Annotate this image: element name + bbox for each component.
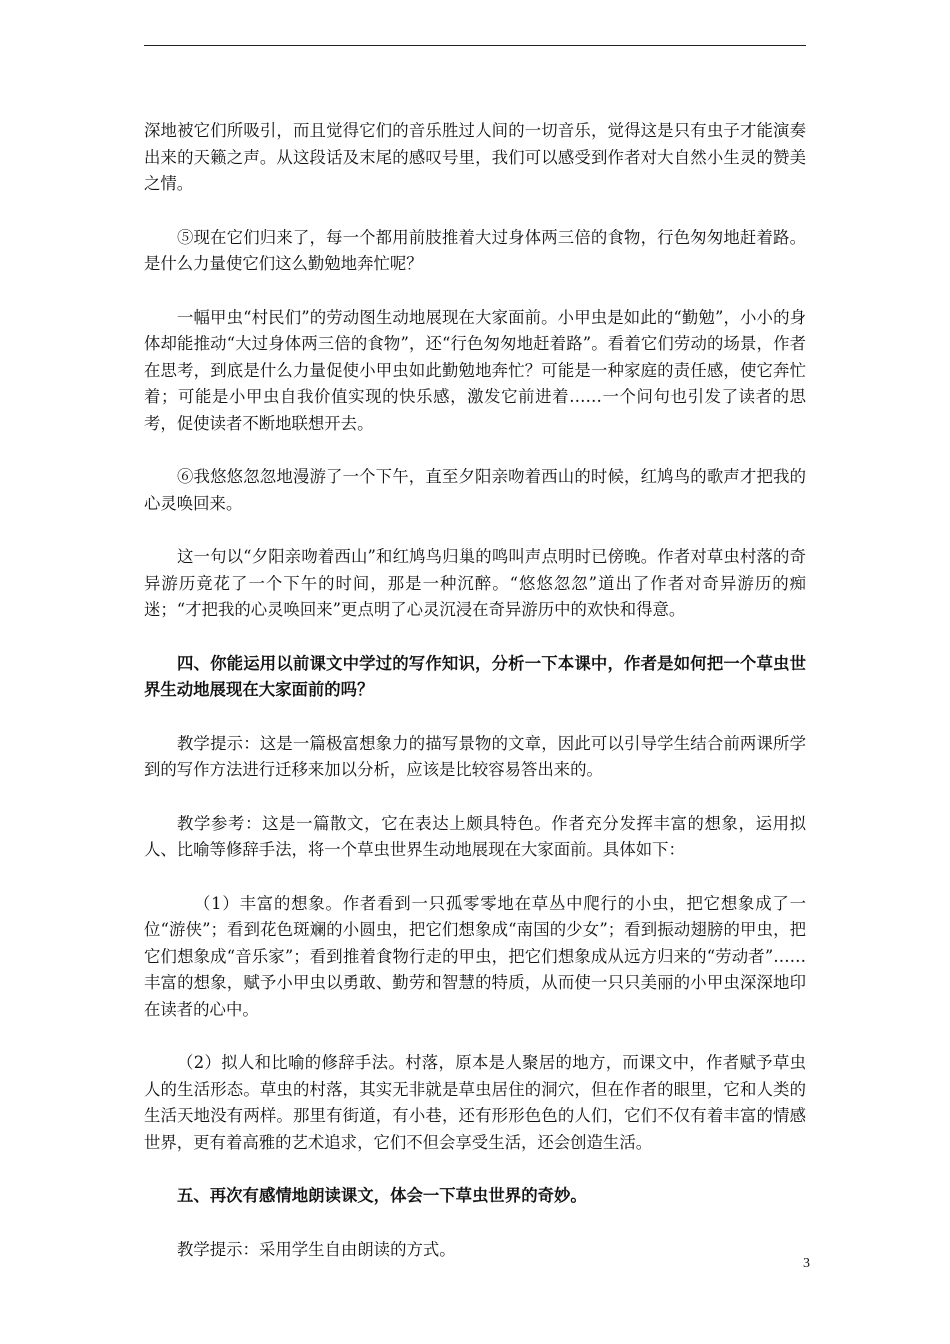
paragraph-continuation: 深地被它们所吸引，而且觉得它们的音乐胜过人间的一切音乐，觉得这是只有虫子才能演奏出来的天籁之声。从这段话及末尾的感叹号里，我们可以感受到作者对大自然小生灵的赞美之情。 (144, 121, 806, 193)
paragraph-analysis-6: 这一句以“夕阳亲吻着西山”和红鸠鸟归巢的鸣叫声点明时已傍晚。作者对草虫村落的奇异游历竟花了一个下午的时间，那是一种沉醉。“悠悠忽忽”道出了作者对奇异游历的痴迷；“才把我的心灵唤回来”更点明了心灵沉浸在奇异游历中的欢快和得意。 (144, 547, 806, 619)
paragraph-teaching-tip-4: 教学提示：这是一篇极富想象力的描写景物的文章，因此可以引导学生结合前两课所学到的写作方法进行迁移来加以分析，应该是比较容易答出来的。 (144, 733, 806, 779)
header-rule (144, 45, 806, 46)
section-heading-5: 五、再次有感情地朗读课文，体会一下草虫世界的奇妙。 (177, 1186, 587, 1205)
page-content (144, 118, 806, 1290)
section-heading-4: 四、你能运用以前课文中学过的写作知识，分析一下本课中，作者是如何把一个草虫世界生动地展现在大家面前的吗？ (144, 653, 806, 699)
paragraph-point-2: （2）拟人和比喻的修辞手法。村落，原本是人聚居的地方，而课文中，作者赋予草虫人的生活形态。草虫的村落，其实无非就是草虫居住的洞穴，但在作者的眼里，它和人类的生活天地没有两样。那里有街道，有小巷，还有形形色色的人们，它们不仅有着丰富的情感世界，更有着高雅的艺术追求，它们不但会享受生活，还会创造生活。 (144, 1053, 806, 1152)
page-number: 3 (803, 1256, 810, 1271)
paragraph-quote-6: ⑥我悠悠忽忽地漫游了一个下午，直至夕阳亲吻着西山的时候，红鸠鸟的歌声才把我的心灵唤回来。 (144, 467, 806, 513)
paragraph-point-1: （1）丰富的想象。作者看到一只孤零零地在草丛中爬行的小虫，把它想象成了一位“游侠”；看到花色斑斓的小圆虫，把它们想象成“南国的少女”；看到振动翅膀的甲虫，把它们想象成“音乐家”；看到推着食物行走的甲虫，把它们想象成从远方归来的“劳动者”……丰富的想象，赋予小甲虫以勇敢、勤劳和智慧的特质，从而使一只只美丽的小甲虫深深地印在读者的心中。 (144, 893, 806, 1019)
paragraph-analysis-5: 一幅甲虫“村民们”的劳动图生动地展现在大家面前。小甲虫是如此的“勤勉”，小小的身体却能推动“大过身体两三倍的食物”，还“行色匆匆地赶着路”。看着它们劳动的场景，作者在思考，到底是什么力量促使小甲虫如此勤勉地奔忙？可能是一种家庭的责任感，使它奔忙着；可能是小甲虫自我价值实现的快乐感，激发它前进着……一个问句也引发了读者的思考，促使读者不断地联想开去。 (144, 307, 806, 433)
paragraph-teaching-tip-5: 教学提示：采用学生自由朗读的方式。 (177, 1239, 456, 1259)
paragraph-quote-5: ⑤现在它们归来了，每一个都用前肢推着大过身体两三倍的食物，行色匆匆地赶着路。是什么力量使它们这么勤勉地奔忙呢？ (144, 227, 806, 273)
paragraph-teaching-reference: 教学参考：这是一篇散文，它在表达上颇具特色。作者充分发挥丰富的想象，运用拟人、比喻等修辞手法，将一个草虫世界生动地展现在大家面前。具体如下： (144, 813, 806, 859)
